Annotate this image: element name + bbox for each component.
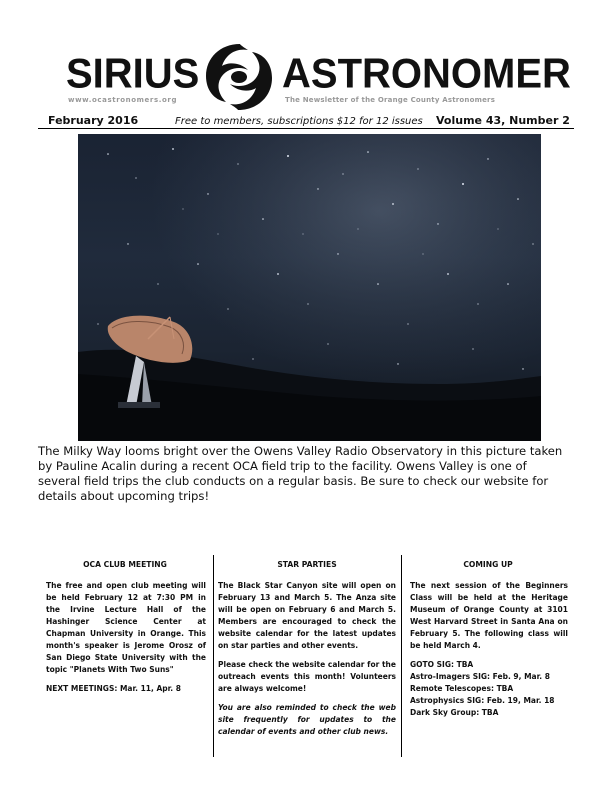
sig-item: GOTO SIG: TBA bbox=[410, 660, 474, 669]
sig-item: Astrophysics SIG: Feb. 19, Mar. 18 bbox=[410, 696, 555, 705]
star-parties-heading: STAR PARTIES bbox=[277, 560, 337, 569]
issue-volume: Volume 43, Number 2 bbox=[436, 114, 570, 127]
spiral-galaxy-logo-icon bbox=[200, 40, 278, 114]
club-meeting-heading: OCA CLUB MEETING bbox=[83, 560, 167, 569]
star-parties-body-3: You are also reminded to check the web site frequently for updates to the calendar of events and other club news. bbox=[218, 703, 396, 736]
masthead-title-right: ASTRONOMER bbox=[282, 50, 571, 98]
club-meeting-column bbox=[46, 580, 206, 702]
column-divider-2 bbox=[401, 555, 402, 757]
photo-caption: The Milky Way looms bright over the Owens Valley Radio Observatory in this picture taken by Pauline Acalin during a recent OCA field trip to the facility. Owens Valley is one of several field trips the club conducts on a regular basis. Be sure to check our website for details about upcoming trips! bbox=[38, 444, 563, 503]
column-divider-1 bbox=[213, 555, 214, 757]
sig-item: Remote Telescopes: TBA bbox=[410, 684, 514, 693]
issue-rule bbox=[38, 128, 574, 129]
star-parties-body-2: Please check the website calendar for the outreach events this month! Volunteers are always welcome! bbox=[218, 660, 396, 693]
coming-up-heading: COMING UP bbox=[463, 560, 513, 569]
star-parties-column bbox=[218, 580, 396, 745]
sig-item: Astro-Imagers SIG: Feb. 9, Mar. 8 bbox=[410, 672, 550, 681]
club-meeting-body: The free and open club meeting will be held February 12 at 7:30 PM in the Irvine Lecture Hall of the Hashinger Science Center at Chapman University in Orange. This month's speaker is Jerome Orosz of San Diego State University with the topic "Planets With Two Suns" bbox=[46, 581, 206, 674]
masthead-website: www.ocastronomers.org bbox=[68, 96, 178, 104]
star-parties-body-1: The Black Star Canyon site will open on February 13 and March 5. The Anza site will be open on February 6 and March 5. Members are encouraged to check the website calendar for the latest updates on star parties and other events. bbox=[218, 581, 396, 650]
radio-telescope-photo bbox=[78, 134, 541, 441]
next-meetings: NEXT MEETINGS: Mar. 11, Apr. 8 bbox=[46, 684, 181, 693]
issue-subscription: Free to members, subscriptions $12 for 12 issues bbox=[175, 116, 423, 127]
masthead-tagline: The Newsletter of the Orange County Astronomers bbox=[285, 96, 496, 104]
masthead-title-left: SIRIUS bbox=[66, 50, 200, 98]
sig-item: Dark Sky Group: TBA bbox=[410, 708, 499, 717]
coming-up-body: The next session of the Beginners Class will be held at the Heritage Museum of Orange County at 3101 West Harvard Street in Santa Ana on February 5. The following class will be held March 4. bbox=[410, 581, 568, 650]
issue-date: February 2016 bbox=[48, 114, 139, 127]
coming-up-column bbox=[410, 580, 568, 719]
